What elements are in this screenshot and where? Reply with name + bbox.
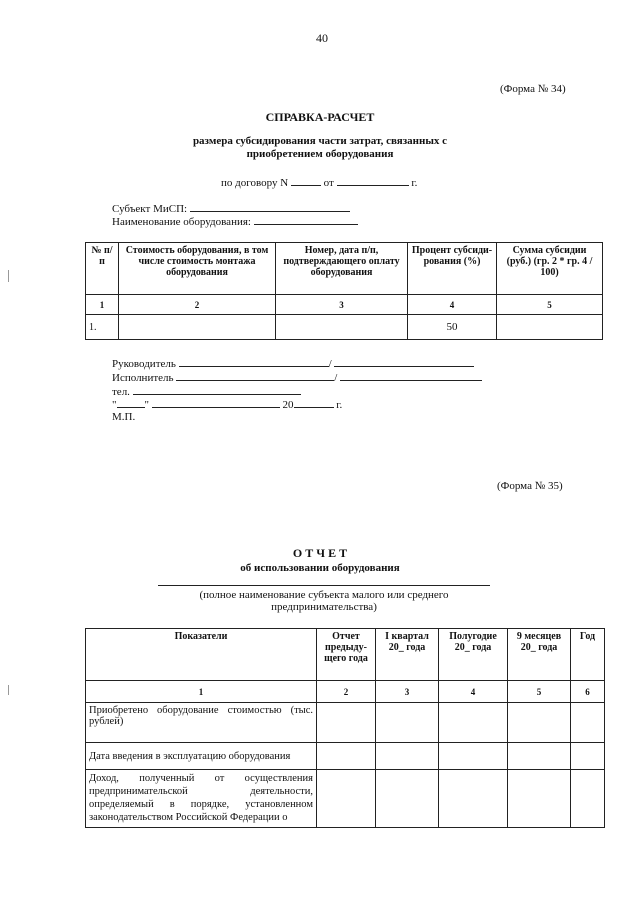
head-label: Руководитель bbox=[112, 358, 176, 370]
header-cell: № п/п bbox=[86, 243, 119, 295]
table-cell[interactable] bbox=[508, 770, 571, 828]
table-cell[interactable] bbox=[439, 770, 508, 828]
scan-mark bbox=[8, 270, 9, 282]
equipment-line bbox=[112, 214, 358, 228]
contract-year-suffix: г. bbox=[411, 177, 418, 189]
col-number: 4 bbox=[408, 295, 497, 315]
col-number: 5 bbox=[508, 681, 571, 703]
header-cell: Процент субсиди-рования (%) bbox=[408, 243, 497, 295]
entity-caption-line1: (полное наименование субъекта малого или среднего bbox=[199, 589, 449, 601]
form35-label: (Форма № 35) bbox=[497, 480, 563, 492]
phone-field[interactable] bbox=[133, 384, 301, 395]
indicator-label: Дата введения в эксплуатацию оборудования bbox=[86, 743, 317, 770]
head-signature-field[interactable] bbox=[179, 356, 329, 367]
subject-field[interactable] bbox=[190, 201, 350, 212]
table-cell[interactable] bbox=[497, 315, 603, 340]
table-cell[interactable] bbox=[376, 743, 439, 770]
table-cell[interactable] bbox=[508, 703, 571, 743]
table-cell[interactable]: 1. bbox=[86, 315, 119, 340]
subject-line bbox=[112, 201, 350, 215]
phone-line bbox=[112, 384, 301, 398]
slash: / bbox=[328, 358, 332, 370]
scan-mark bbox=[8, 685, 9, 695]
contract-prefix: по договору N bbox=[221, 177, 289, 189]
contract-date-field[interactable] bbox=[337, 175, 409, 186]
col-number: 1 bbox=[86, 295, 119, 315]
month-field[interactable] bbox=[152, 397, 280, 408]
table-cell[interactable] bbox=[376, 770, 439, 828]
year-field[interactable] bbox=[294, 397, 334, 408]
col-number: 2 bbox=[119, 295, 276, 315]
executor-signature-field[interactable] bbox=[176, 370, 334, 381]
table-cell[interactable] bbox=[508, 743, 571, 770]
header-cell: Полугодие 20_ года bbox=[439, 629, 508, 681]
phone-label: тел. bbox=[112, 386, 130, 398]
table-cell[interactable] bbox=[376, 703, 439, 743]
subject-label: Субъект МиСП: bbox=[112, 203, 188, 215]
indicator-label: Доход, полученный от осуществления предпринимательской деятельности, определяемый в порядке, установленном законодательством Российской Федерации о bbox=[86, 770, 317, 828]
table-cell[interactable] bbox=[571, 743, 605, 770]
form34-subtitle-line2: приобретением оборудования bbox=[246, 148, 394, 160]
col-number: 3 bbox=[376, 681, 439, 703]
table-cell[interactable] bbox=[119, 315, 276, 340]
year-prefix: 20 bbox=[282, 399, 294, 411]
form35-title: О Т Ч Е Т bbox=[292, 546, 348, 560]
header-cell: I квартал 20_ года bbox=[376, 629, 439, 681]
col-number: 4 bbox=[439, 681, 508, 703]
header-cell: Год bbox=[571, 629, 605, 681]
table-cell[interactable] bbox=[439, 703, 508, 743]
contract-number-field[interactable] bbox=[291, 175, 321, 186]
table-cell[interactable] bbox=[317, 743, 376, 770]
head-name-field[interactable] bbox=[334, 356, 474, 367]
col-number: 2 bbox=[317, 681, 376, 703]
executor-name-field[interactable] bbox=[340, 370, 482, 381]
header-cell: Показатели bbox=[86, 629, 317, 681]
slash: / bbox=[334, 372, 338, 384]
equipment-field[interactable] bbox=[254, 214, 358, 225]
header-cell: Отчет предыду-щего года bbox=[317, 629, 376, 681]
entity-caption-line2: предпринимательства) bbox=[271, 601, 377, 613]
form35-subtitle: об использовании оборудования bbox=[240, 562, 400, 574]
contract-from: от bbox=[323, 177, 334, 189]
table-cell[interactable] bbox=[317, 703, 376, 743]
indicator-label: Приобретено оборудование стоимостью (тыс. рублей) bbox=[86, 703, 317, 743]
day-field[interactable] bbox=[117, 397, 145, 408]
stamp-label: М.П. bbox=[112, 411, 136, 423]
table-cell[interactable] bbox=[439, 743, 508, 770]
usage-report-table bbox=[85, 628, 605, 828]
quote: " bbox=[144, 399, 149, 411]
page-number: 40 bbox=[316, 31, 328, 45]
form34-subtitle-line1: размера субсидирования части затрат, связанных с bbox=[192, 135, 448, 147]
header-cell: Стоимость оборудования, в том числе стоимость монтажа оборудования bbox=[119, 243, 276, 295]
year-suffix: г. bbox=[336, 399, 343, 411]
table-cell[interactable] bbox=[276, 315, 408, 340]
table-cell[interactable] bbox=[317, 770, 376, 828]
header-cell: Номер, дата п/п, подтверждающего оплату оборудования bbox=[276, 243, 408, 295]
table-cell[interactable]: 50 bbox=[408, 315, 497, 340]
head-signature-line bbox=[112, 356, 474, 370]
col-number: 5 bbox=[497, 295, 603, 315]
entity-name-field[interactable] bbox=[158, 585, 490, 586]
col-number: 3 bbox=[276, 295, 408, 315]
col-number: 1 bbox=[86, 681, 317, 703]
executor-label: Исполнитель bbox=[112, 372, 174, 384]
col-number: 6 bbox=[571, 681, 605, 703]
executor-signature-line bbox=[112, 370, 482, 384]
header-cell: Сумма субсидии (руб.) (гр. 2 * гр. 4 / 100) bbox=[497, 243, 603, 295]
form34-label: (Форма № 34) bbox=[500, 83, 566, 95]
contract-line bbox=[221, 175, 417, 189]
subsidy-table bbox=[85, 242, 603, 340]
header-cell: 9 месяцев 20_ года bbox=[508, 629, 571, 681]
table-cell[interactable] bbox=[571, 770, 605, 828]
form34-title: СПРАВКА-РАСЧЕТ bbox=[265, 110, 375, 124]
equipment-label: Наименование оборудования: bbox=[112, 216, 251, 228]
quote: " bbox=[112, 399, 117, 411]
date-line bbox=[112, 397, 342, 411]
table-cell[interactable] bbox=[571, 703, 605, 743]
